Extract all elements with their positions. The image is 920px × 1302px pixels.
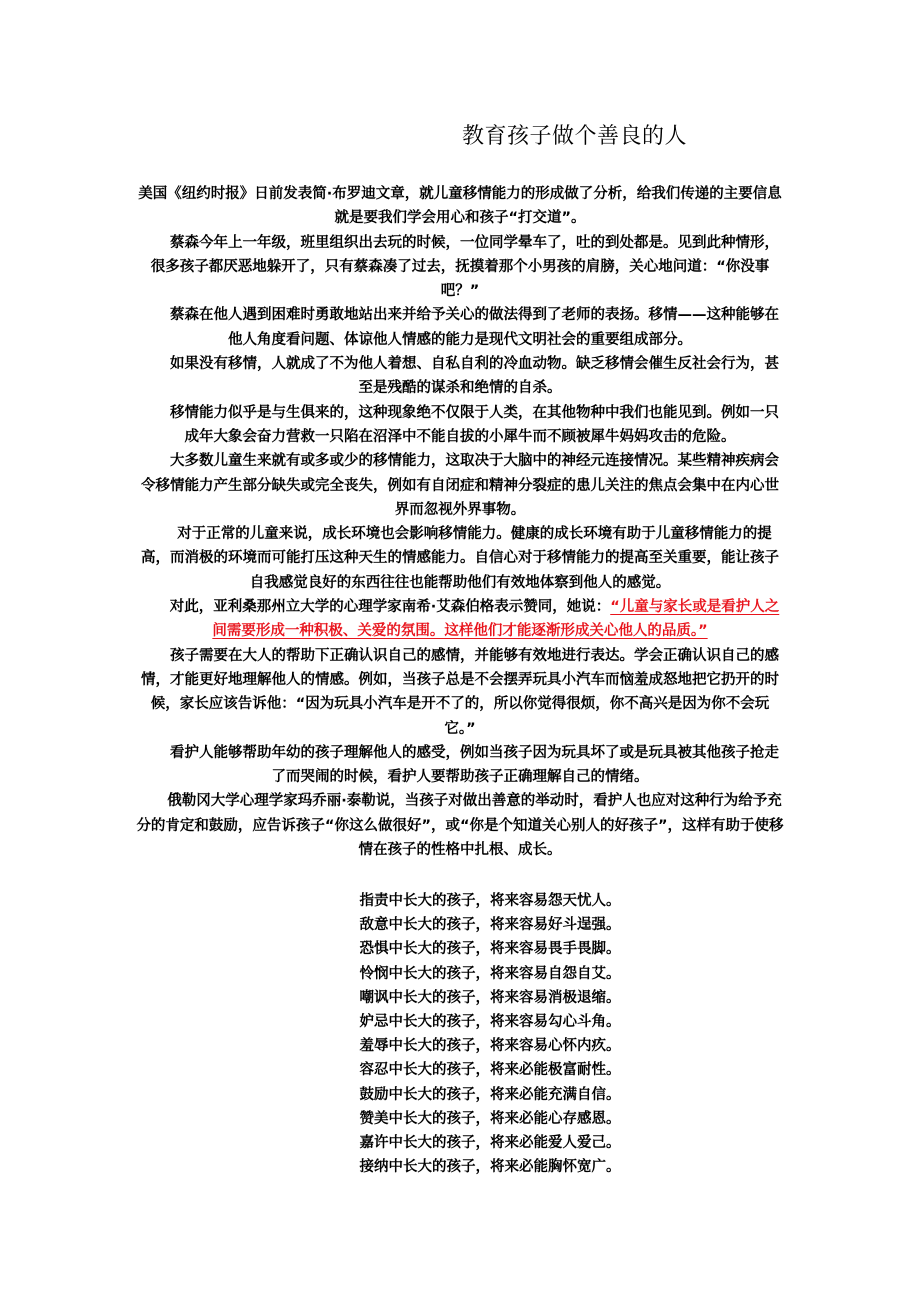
poem-line: 嘉许中长大的孩子，将来必能爱人爱己。 <box>359 1135 621 1152</box>
paragraph-eisenberg-quote <box>136 595 784 644</box>
paragraph-recognize-feelings: 孩子需要在大人的帮助下正确认识自己的感情，并能够有效地进行表达。学会正确认识自己的感情，才能更好地理解他人的情感。例如，当孩子总是不会摆弄玩具小汽车而恼羞成怒地把它扔开的时候，家长应该告诉他：“因为玩具小汽车是开不了的，所以你觉得很烦，你不高兴是因为你不会玩它。” <box>141 647 779 737</box>
paragraph-caisen-story: 蔡森今年上一年级，班里组织出去玩的时候，一位同学晕车了，吐的到处都是。见到此种情形，很多孩子都厌恶地躲开了，只有蔡森凑了过去，抚摸着那个小男孩的肩膀，关心地问道：“你没事吧？” <box>150 234 779 300</box>
paragraph-innate-empathy: 移情能力似乎是与生俱来的，这种现象绝不仅限于人类，在其他物种中我们也能见到。例如一只成年大象会奋力营救一只陷在沼泽中不能自拔的小犀牛而不顾被犀牛妈妈攻击的危险。 <box>170 404 779 445</box>
document-title: 教育孩子做个善良的人 <box>462 124 688 149</box>
poem-line: 怜悯中长大的孩子，将来容易自怨自艾。 <box>359 965 621 982</box>
poem-line: 接纳中长大的孩子，将来必能胸怀宽广。 <box>359 1159 621 1176</box>
paragraph-environment: 对于正常的儿童来说，成长环境也会影响移情能力。健康的成长环境有助于儿童移情能力的提高，而消极的环境而可能打压这种天生的情感能力。自信心对于移情能力的提高至关重要，能让孩子自我感觉良好的东西往往也能帮助他们有效地体察到他人的感觉。 <box>141 526 779 591</box>
poem-line: 妒忌中长大的孩子，将来容易勾心斗角。 <box>359 1014 621 1031</box>
poem-line: 指责中长大的孩子，将来容易怨天忧人。 <box>359 893 621 909</box>
poem-line: 敌意中长大的孩子，将来容易好斗逞强。 <box>359 917 621 934</box>
poem-line: 嘲讽中长大的孩子，将来容易消极退缩。 <box>359 989 621 1006</box>
highlighted-quote: “儿童与家长或是看护人之间需要形成一种积极、关爱的氛围。这样他们才能逐渐形成关心他人的品质。” <box>212 599 780 640</box>
poem-line: 鼓励中长大的孩子，将来必能充满自信。 <box>359 1086 621 1103</box>
quote-lead: 对此，亚利桑那州立大学的心理学家南希·艾森伯格表示赞同，她说： <box>169 599 611 616</box>
poem-line: 容忍中长大的孩子，将来必能极富耐性。 <box>359 1062 621 1079</box>
poem-line: 恐惧中长大的孩子，将来容易畏手畏脚。 <box>359 941 621 958</box>
poem-line: 羞辱中长大的孩子，将来容易心怀内疚。 <box>359 1038 621 1055</box>
paragraph-intro: 美国《纽约时报》日前发表简·布罗迪文章，就儿童移情能力的形成做了分析，给我们传递的主要信息就是要我们学会用心和孩子“打交道”。 <box>138 186 782 227</box>
poem-line: 赞美中长大的孩子，将来必能心存感恩。 <box>359 1110 621 1127</box>
paragraph-no-empathy: 如果没有移情，人就成了不为他人着想、自私自利的冷血动物。缺乏移情会催生反社会行为，甚至是残酷的谋杀和绝情的自杀。 <box>170 356 779 397</box>
article-body <box>136 182 784 862</box>
paragraph-empathy-definition: 蔡森在他人遇到困难时勇敢地站出来并给予关心的做法得到了老师的表扬。移情——这种能够在他人角度看问题、体谅他人情感的能力是现代文明社会的重要组成部分。 <box>170 307 779 348</box>
paragraph-taylor-praise: 俄勒冈大学心理学家玛乔丽·泰勒说，当孩子对做出善意的举动时，看护人也应对这种行为给予充分的肯定和鼓励，应告诉孩子“你这么做很好”，或“你是个知道关心别人的好孩子”，这样有助于使移情在孩子的性格中扎根、成长。 <box>136 793 784 859</box>
poem-block <box>300 889 680 1179</box>
paragraph-neurons: 大多数儿童生来就有或多或少的移情能力，这取决于大脑中的神经元连接情况。某些精神疾病会令移情能力产生部分缺失或完全丧失，例如有自闭症和精神分裂症的患儿关注的焦点会集中在内心世界而忽视外界事物。 <box>141 453 779 518</box>
paragraph-caregiver-help: 看护人能够帮助年幼的孩子理解他人的感受，例如当孩子因为玩具坏了或是玩具被其他孩子抢走了而哭闹的时候，看护人要帮助孩子正确理解自己的情绪。 <box>170 744 779 786</box>
